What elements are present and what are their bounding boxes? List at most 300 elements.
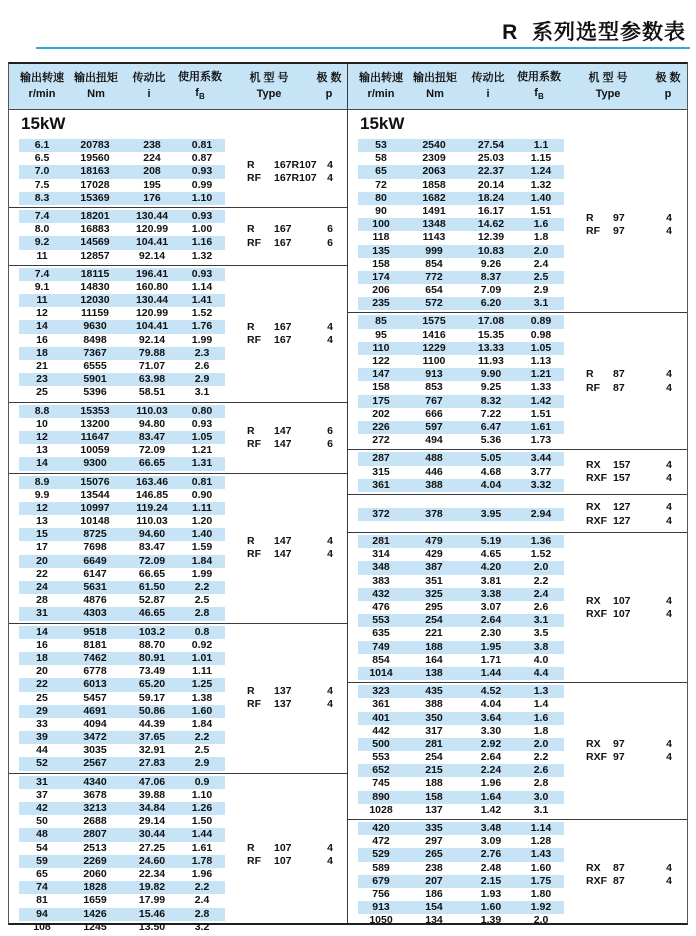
cell-ratio: 14.62 bbox=[477, 218, 505, 231]
cell-ratio: 22.37 bbox=[477, 165, 505, 178]
row-stripe-band bbox=[358, 712, 564, 725]
cell-torque: 2540 bbox=[422, 139, 446, 151]
cell-torque: 12857 bbox=[80, 249, 110, 262]
cell-torque: 221 bbox=[425, 627, 443, 640]
cell-service-factor: 1.8 bbox=[533, 724, 549, 737]
cell-speed: 65 bbox=[36, 867, 48, 880]
table-section bbox=[9, 473, 347, 623]
row-stripe-band bbox=[19, 594, 225, 607]
cell-speed: 158 bbox=[372, 257, 390, 270]
cell-torque: 238 bbox=[425, 861, 443, 874]
cell-ratio: 39.88 bbox=[138, 788, 166, 801]
row-stripe-band bbox=[19, 528, 225, 541]
pole-count: 4 bbox=[327, 698, 333, 711]
column-header bbox=[348, 64, 687, 110]
cell-service-factor: 0.89 bbox=[530, 315, 552, 328]
pole-count: 4 bbox=[666, 458, 672, 471]
cell-ratio: 5.19 bbox=[480, 535, 502, 548]
row-stripe-band bbox=[358, 641, 564, 654]
cell-torque: 854 bbox=[425, 257, 443, 270]
cell-speed: 361 bbox=[372, 698, 390, 711]
header-chinese-label: 输出转速 bbox=[20, 71, 64, 84]
cell-torque: 3678 bbox=[83, 788, 107, 801]
cell-speed: 31 bbox=[36, 607, 48, 620]
cell-ratio: 1.42 bbox=[480, 803, 502, 816]
cell-torque: 14830 bbox=[80, 280, 110, 293]
cell-service-factor: 2.0 bbox=[533, 561, 549, 574]
cell-speed: 314 bbox=[372, 548, 390, 561]
cell-service-factor: 1.6 bbox=[533, 711, 549, 724]
row-stripe-band bbox=[19, 555, 225, 568]
table-row bbox=[348, 329, 687, 342]
header-ratio bbox=[464, 71, 512, 103]
cell-torque: 2063 bbox=[422, 165, 446, 178]
cell-service-factor: 1.20 bbox=[191, 515, 213, 528]
cell-service-factor: 1.42 bbox=[530, 394, 552, 407]
model-type-block bbox=[586, 594, 672, 620]
cell-torque: 20783 bbox=[80, 139, 110, 151]
table-row bbox=[348, 284, 687, 297]
cell-torque: 138 bbox=[425, 666, 443, 679]
cell-speed: 372 bbox=[372, 507, 390, 520]
cell-service-factor: 3.0 bbox=[533, 790, 549, 803]
model-type-line bbox=[247, 236, 333, 249]
cell-service-factor: 1.51 bbox=[530, 204, 552, 217]
table-row bbox=[348, 667, 687, 680]
cell-ratio: 7.22 bbox=[480, 407, 502, 420]
cell-ratio: 88.70 bbox=[138, 638, 166, 651]
model-series: RF bbox=[247, 236, 261, 249]
row-stripe-band bbox=[358, 804, 564, 817]
table-row bbox=[9, 250, 347, 263]
row-stripe-band bbox=[19, 828, 225, 841]
cell-ratio: 2.48 bbox=[480, 861, 502, 874]
model-type-line bbox=[247, 685, 333, 698]
pole-count: 4 bbox=[327, 684, 333, 697]
cell-service-factor: 4.0 bbox=[533, 653, 549, 666]
row-stripe-band bbox=[358, 297, 564, 310]
cell-speed: 22 bbox=[36, 678, 48, 691]
header-model-type bbox=[566, 71, 650, 103]
cell-ratio: 63.98 bbox=[138, 373, 166, 386]
cell-ratio: 61.50 bbox=[138, 581, 166, 593]
cell-torque: 14569 bbox=[80, 236, 110, 249]
cell-ratio: 6.20 bbox=[480, 297, 502, 310]
row-stripe-band bbox=[19, 568, 225, 581]
cell-ratio: 120.99 bbox=[135, 223, 169, 236]
cell-speed: 16 bbox=[36, 638, 48, 651]
table-row bbox=[9, 802, 347, 815]
model-size: 127 bbox=[613, 501, 631, 514]
cell-torque: 11647 bbox=[80, 430, 110, 443]
cell-ratio: 1.95 bbox=[480, 640, 502, 653]
cell-torque: 1229 bbox=[422, 341, 446, 354]
cell-speed: 442 bbox=[372, 724, 390, 737]
row-stripe-band bbox=[19, 405, 225, 418]
cell-speed: 14 bbox=[36, 320, 48, 333]
cell-service-factor: 1.52 bbox=[191, 307, 213, 320]
model-type-line bbox=[247, 320, 333, 333]
row-stripe-band bbox=[19, 842, 225, 855]
table-row bbox=[9, 815, 347, 828]
model-series: RF bbox=[586, 381, 600, 394]
model-series: R bbox=[247, 534, 255, 547]
cell-speed: 72 bbox=[375, 178, 387, 191]
pole-count: 4 bbox=[327, 548, 333, 561]
table-section bbox=[9, 402, 347, 473]
cell-torque: 1143 bbox=[422, 231, 446, 244]
cell-ratio: 15.35 bbox=[477, 328, 505, 341]
pole-count: 6 bbox=[327, 223, 333, 236]
cell-torque: 772 bbox=[425, 270, 443, 283]
cell-ratio: 110.03 bbox=[136, 404, 168, 417]
cell-speed: 500 bbox=[372, 737, 390, 750]
title-accent-rule bbox=[36, 47, 690, 49]
cell-speed: 22 bbox=[36, 567, 48, 580]
row-stripe-band bbox=[19, 294, 225, 307]
cell-ratio: 29.14 bbox=[138, 815, 166, 828]
cell-speed: 94 bbox=[36, 907, 48, 920]
table-section bbox=[348, 312, 687, 449]
table-row bbox=[9, 515, 347, 528]
cell-torque: 1858 bbox=[422, 178, 446, 191]
cell-speed: 39 bbox=[36, 731, 48, 744]
cell-speed: 175 bbox=[372, 394, 390, 407]
table-row bbox=[9, 744, 347, 757]
cell-speed: 8.8 bbox=[34, 404, 50, 417]
cell-speed: 383 bbox=[372, 574, 390, 587]
pole-count: 4 bbox=[666, 874, 672, 887]
cell-ratio: 27.54 bbox=[477, 139, 505, 151]
table-row bbox=[9, 828, 347, 841]
cell-service-factor: 1.31 bbox=[191, 457, 213, 470]
cell-ratio: 94.80 bbox=[138, 417, 166, 430]
cell-torque: 3035 bbox=[83, 744, 107, 757]
cell-service-factor: 0.80 bbox=[191, 404, 213, 417]
row-stripe-band bbox=[19, 139, 225, 152]
model-size: 87 bbox=[613, 368, 625, 381]
cell-speed: 74 bbox=[36, 881, 48, 894]
table-row bbox=[9, 268, 347, 281]
cell-torque: 15076 bbox=[80, 475, 110, 488]
cell-ratio: 3.30 bbox=[480, 724, 502, 737]
cell-torque: 999 bbox=[425, 244, 443, 257]
table-row bbox=[9, 652, 347, 665]
table-section bbox=[9, 773, 347, 936]
cell-speed: 315 bbox=[372, 465, 390, 478]
cell-torque: 1682 bbox=[422, 191, 446, 204]
cell-service-factor: 0.81 bbox=[191, 139, 213, 151]
row-stripe-band bbox=[358, 218, 564, 231]
row-stripe-band bbox=[19, 776, 225, 789]
cell-speed: 135 bbox=[372, 244, 390, 257]
cell-speed: 529 bbox=[372, 848, 390, 861]
table-row bbox=[9, 639, 347, 652]
cell-torque: 18115 bbox=[80, 267, 110, 280]
cell-torque: 158 bbox=[425, 790, 443, 803]
cell-speed: 25 bbox=[36, 691, 48, 704]
model-type-line bbox=[247, 698, 333, 711]
cell-speed: 745 bbox=[372, 777, 390, 790]
cell-speed: 12 bbox=[36, 307, 48, 320]
model-size: 87 bbox=[613, 861, 625, 874]
table-row bbox=[9, 307, 347, 320]
cell-torque: 7462 bbox=[83, 651, 107, 664]
header-unit-label: r/min bbox=[367, 87, 395, 100]
cell-torque: 2807 bbox=[83, 828, 107, 841]
header-unit-label: Type bbox=[595, 87, 621, 100]
cell-torque: 13544 bbox=[80, 488, 110, 501]
cell-torque: 16883 bbox=[80, 223, 110, 236]
table-row bbox=[348, 342, 687, 355]
cell-ratio: 7.09 bbox=[480, 284, 502, 297]
cell-speed: 48 bbox=[36, 828, 48, 841]
model-type-block bbox=[586, 501, 672, 527]
cell-speed: 854 bbox=[372, 653, 390, 666]
cell-service-factor: 0.81 bbox=[191, 475, 213, 488]
pole-count: 4 bbox=[666, 514, 672, 527]
cell-speed: 95 bbox=[375, 328, 387, 341]
cell-ratio: 13.33 bbox=[477, 341, 505, 354]
row-stripe-band bbox=[19, 152, 225, 165]
cell-torque: 378 bbox=[425, 507, 443, 520]
cell-torque: 5457 bbox=[83, 691, 107, 704]
cell-ratio: 52.87 bbox=[138, 594, 166, 607]
row-stripe-band bbox=[19, 515, 225, 528]
row-stripe-band bbox=[358, 381, 564, 394]
cell-torque: 6649 bbox=[83, 554, 107, 567]
cell-ratio: 196.41 bbox=[135, 267, 169, 280]
cell-speed: 202 bbox=[372, 407, 390, 420]
cell-service-factor: 2.9 bbox=[194, 757, 210, 770]
row-stripe-band bbox=[19, 678, 225, 691]
header-chinese-label: 输出扭矩 bbox=[413, 71, 457, 84]
cell-ratio: 3.38 bbox=[480, 587, 502, 600]
cell-speed: 226 bbox=[372, 420, 390, 433]
cell-torque: 350 bbox=[425, 711, 443, 724]
cell-service-factor: 1.1 bbox=[533, 139, 549, 151]
row-stripe-band bbox=[358, 764, 564, 777]
model-size: 127 bbox=[613, 514, 631, 527]
cell-ratio: 130.44 bbox=[135, 209, 169, 222]
header-output-speed bbox=[17, 71, 67, 103]
table-row bbox=[348, 315, 687, 328]
cell-speed: 15 bbox=[36, 528, 48, 541]
model-size: 137 bbox=[274, 684, 292, 697]
row-stripe-band bbox=[358, 329, 564, 342]
cell-torque: 17028 bbox=[80, 178, 110, 191]
cell-ratio: 1.64 bbox=[480, 790, 502, 803]
row-stripe-band bbox=[19, 431, 225, 444]
row-stripe-band bbox=[19, 268, 225, 281]
table-row bbox=[348, 434, 687, 447]
model-series: RXF bbox=[586, 751, 607, 764]
cell-service-factor: 1.00 bbox=[191, 223, 213, 236]
cell-speed: 21 bbox=[36, 360, 48, 372]
cell-speed: 12 bbox=[36, 501, 48, 514]
table-row bbox=[348, 791, 687, 804]
cell-service-factor: 3.2 bbox=[194, 920, 210, 933]
cell-speed: 749 bbox=[372, 640, 390, 653]
cell-speed: 23 bbox=[36, 373, 48, 386]
cell-torque: 4340 bbox=[83, 775, 107, 788]
row-stripe-band bbox=[358, 165, 564, 178]
table-row bbox=[9, 568, 347, 581]
pole-count: 6 bbox=[327, 236, 333, 249]
cell-speed: 235 bbox=[372, 297, 390, 310]
model-size: 147 bbox=[274, 424, 292, 437]
table-row bbox=[9, 921, 347, 934]
row-stripe-band bbox=[358, 667, 564, 680]
cell-ratio: 80.91 bbox=[138, 651, 166, 664]
header-chinese-label: 机 型 号 bbox=[588, 71, 628, 84]
cell-speed: 28 bbox=[36, 594, 48, 607]
row-stripe-band bbox=[358, 791, 564, 804]
header-ratio bbox=[125, 71, 173, 103]
model-size: 147 bbox=[274, 534, 292, 547]
cell-speed: 54 bbox=[36, 841, 48, 854]
cell-torque: 188 bbox=[425, 640, 443, 653]
model-series: RXF bbox=[586, 472, 607, 485]
header-chinese-label: 极 数 bbox=[316, 71, 342, 84]
model-type-block bbox=[247, 223, 333, 249]
cell-ratio: 2.64 bbox=[480, 751, 502, 764]
model-type-block bbox=[247, 535, 333, 561]
cell-service-factor: 1.73 bbox=[530, 434, 552, 447]
table-row bbox=[9, 718, 347, 731]
table-row bbox=[348, 835, 687, 848]
row-stripe-band bbox=[358, 751, 564, 764]
table-row bbox=[348, 698, 687, 711]
cell-speed: 100 bbox=[372, 218, 390, 231]
cell-ratio: 2.15 bbox=[480, 874, 502, 887]
cell-speed: 108 bbox=[33, 920, 51, 933]
cell-ratio: 4.68 bbox=[480, 465, 502, 478]
pole-count: 4 bbox=[666, 607, 672, 620]
table-row bbox=[9, 502, 347, 515]
row-stripe-band bbox=[358, 342, 564, 355]
cell-speed: 206 bbox=[372, 284, 390, 297]
row-stripe-band bbox=[19, 489, 225, 502]
model-series: RXF bbox=[586, 607, 607, 620]
table-row bbox=[348, 914, 687, 927]
row-stripe-band bbox=[358, 725, 564, 738]
table-row bbox=[9, 210, 347, 223]
cell-speed: 20 bbox=[36, 665, 48, 678]
header-service-factor bbox=[173, 70, 227, 103]
row-stripe-band bbox=[358, 231, 564, 244]
row-stripe-band bbox=[19, 347, 225, 360]
model-size: 167 bbox=[274, 223, 292, 236]
table-row bbox=[348, 245, 687, 258]
cell-torque: 297 bbox=[425, 835, 443, 848]
header-chinese-label: 传动比 bbox=[132, 71, 166, 84]
row-stripe-band bbox=[19, 802, 225, 815]
cell-ratio: 224 bbox=[143, 152, 161, 165]
cell-torque: 2309 bbox=[422, 152, 446, 165]
model-size: 97 bbox=[613, 224, 625, 237]
row-stripe-band bbox=[358, 888, 564, 901]
table-row bbox=[348, 152, 687, 165]
cell-ratio: 25.03 bbox=[477, 152, 505, 165]
row-stripe-band bbox=[19, 881, 225, 894]
table-section bbox=[9, 207, 347, 265]
cell-torque: 5631 bbox=[83, 581, 107, 593]
cell-ratio: 66.65 bbox=[138, 567, 166, 580]
cell-torque: 134 bbox=[425, 914, 443, 927]
cell-service-factor: 1.10 bbox=[191, 788, 213, 801]
cell-ratio: 17.08 bbox=[477, 315, 505, 328]
cell-speed: 11 bbox=[36, 249, 48, 262]
cell-service-factor: 2.4 bbox=[533, 257, 549, 270]
cell-torque: 6778 bbox=[83, 665, 107, 678]
model-type-block bbox=[586, 368, 672, 394]
cell-service-factor: 1.43 bbox=[530, 848, 552, 861]
cell-speed: 432 bbox=[372, 587, 390, 600]
cell-speed: 158 bbox=[372, 381, 390, 394]
cell-service-factor: 3.32 bbox=[530, 478, 552, 491]
cell-torque: 3213 bbox=[83, 802, 107, 814]
row-stripe-band bbox=[358, 862, 564, 875]
table-section bbox=[348, 819, 687, 930]
cell-torque: 1416 bbox=[422, 328, 446, 341]
table-row bbox=[348, 777, 687, 790]
table-row bbox=[348, 179, 687, 192]
row-stripe-band bbox=[19, 179, 225, 192]
row-stripe-band bbox=[19, 626, 225, 639]
cell-service-factor: 4.4 bbox=[533, 666, 549, 679]
cell-service-factor: 0.93 bbox=[191, 165, 213, 178]
cell-ratio: 3.48 bbox=[480, 822, 502, 834]
model-size: 147 bbox=[274, 548, 292, 561]
cell-torque: 767 bbox=[425, 394, 443, 407]
cell-ratio: 13.50 bbox=[138, 920, 166, 933]
row-stripe-band bbox=[358, 901, 564, 914]
cell-service-factor: 1.75 bbox=[530, 874, 552, 887]
table-row bbox=[348, 548, 687, 561]
row-stripe-band bbox=[19, 236, 225, 249]
cell-ratio: 37.65 bbox=[138, 731, 166, 744]
page-title: R 系列选型参数表 bbox=[502, 21, 686, 44]
table-row bbox=[348, 627, 687, 640]
pole-count: 4 bbox=[666, 501, 672, 514]
cell-torque: 387 bbox=[425, 561, 443, 574]
cell-torque: 13200 bbox=[80, 417, 110, 430]
cell-torque: 295 bbox=[425, 601, 443, 613]
table-row bbox=[348, 641, 687, 654]
cell-speed: 20 bbox=[36, 554, 48, 567]
header-chinese-label: 传动比 bbox=[471, 71, 505, 84]
table-row bbox=[348, 848, 687, 861]
row-stripe-band bbox=[358, 258, 564, 271]
cell-service-factor: 1.40 bbox=[191, 528, 213, 541]
cell-service-factor: 1.14 bbox=[191, 280, 213, 293]
cell-ratio: 6.47 bbox=[480, 420, 502, 433]
cell-speed: 14 bbox=[36, 457, 48, 470]
cell-service-factor: 3.1 bbox=[533, 614, 549, 627]
header-unit-label: i bbox=[486, 87, 490, 100]
row-stripe-band bbox=[19, 894, 225, 907]
cell-speed: 281 bbox=[372, 535, 390, 548]
table-row bbox=[9, 373, 347, 386]
model-size: 107 bbox=[274, 841, 292, 854]
cell-service-factor: 1.3 bbox=[533, 685, 549, 698]
model-series: R bbox=[247, 841, 255, 854]
cell-torque: 429 bbox=[425, 548, 443, 561]
cell-service-factor: 1.38 bbox=[191, 691, 213, 704]
row-stripe-band bbox=[19, 223, 225, 236]
cell-speed: 913 bbox=[372, 901, 390, 914]
